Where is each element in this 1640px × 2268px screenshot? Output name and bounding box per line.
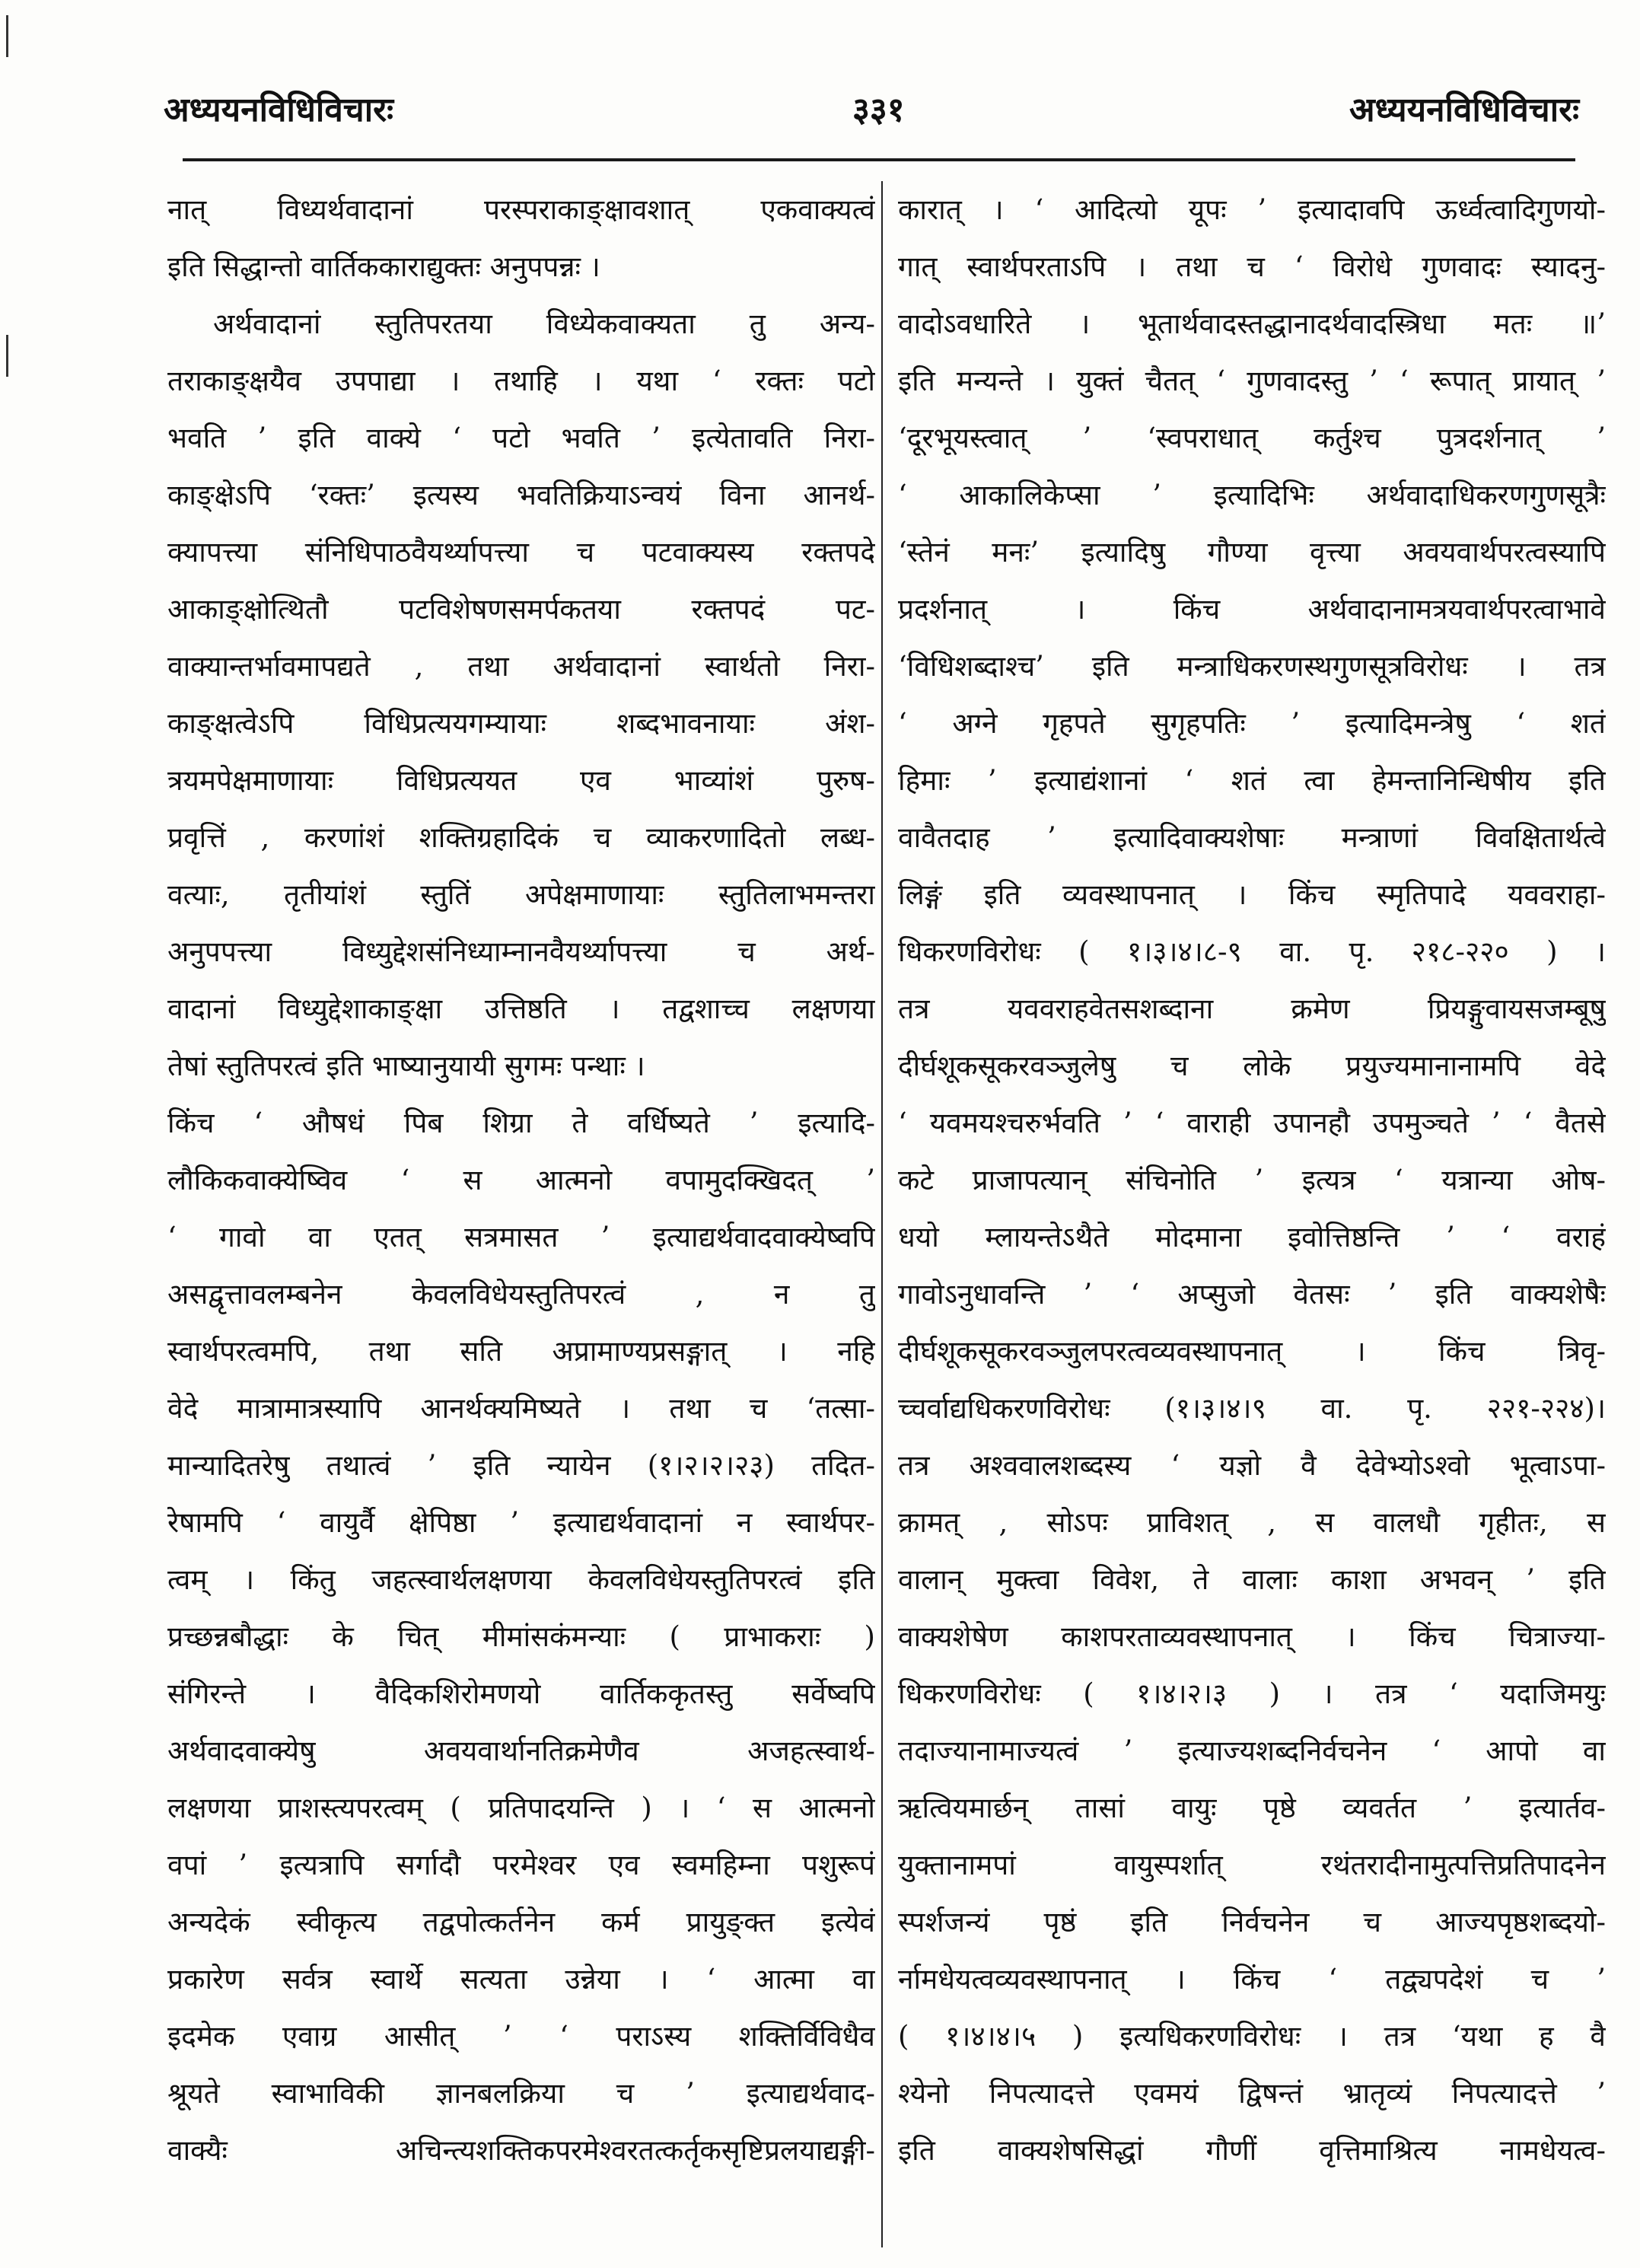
text-line: ‘ आकालिकेप्सा ’ इत्यादिभिः अर्थवादाधिकरणगुणसूत्रैः [898, 479, 1606, 511]
text-line: ‘ यवमयश्चरुर्भवति ’ ‘ वाराही उपानहौ उपमुञ्चते ’ ‘ वैतसे [898, 1107, 1606, 1139]
text-line: काङ्क्षेऽपि ‘रक्तः’ इत्यस्य भवतिक्रियाऽन्वयं विना आनर्थ- [167, 479, 875, 511]
left-column [167, 181, 875, 2244]
text-line: तत्र अश्ववालशब्दस्य ‘ यज्ञो वै देवेभ्योऽश्वो भूत्वाऽपा- [898, 1449, 1606, 1482]
text-line: वावैतदाह ’ इत्यादिवाक्यशेषाः मन्त्राणां विवक्षितार्थत्वे [898, 821, 1606, 854]
text-line: धिकरणविरोधः ( १।३।४।८-९ वा. पृ. २१८-२२० ) । [898, 935, 1606, 968]
text-line: गात् स्वार्थपरताऽपि । तथा च ‘ विरोधे गुणवादः स्यादनु- [898, 250, 1606, 283]
page-number: ३३१ [852, 91, 905, 129]
text-line: धिकरणविरोधः ( १।४।२।३ ) । तत्र ‘ यदाजिमयुः [898, 1677, 1606, 1710]
text-line: लौकिकवाक्येष्विव ‘ स आत्मनो वपामुदक्खिदत् ’ [167, 1164, 875, 1196]
text-line: प्रच्छन्नबौद्धाः के चित् मीमांसकंमन्याः ( प्राभाकराः ) [167, 1620, 875, 1653]
text-line: अर्थवादवाक्येषु अवयवार्थानतिक्रमेणैव अजहत्स्वार्थ- [167, 1734, 875, 1767]
text-line: नात् विध्यर्थवादानां परस्पराकाङ्क्षावशात् एकवाक्यत्वं [167, 193, 875, 226]
text-line: असद्वृत्तावलम्बनेन केवलविधेयस्तुतिपरत्वं , न तु [167, 1278, 875, 1311]
text-line: वाक्यैः अचिन्त्यशक्तिकपरमेश्वरतत्कर्तृकसृष्टिप्रलयाद्यङ्गी- [167, 2134, 875, 2167]
text-line: तेषां स्तुतिपरत्वं इति भाष्यानुयायी सुगमः पन्थाः । [167, 1050, 645, 1082]
text-line: वाक्यान्तर्भावमापद्यते , तथा अर्थवादानां स्वार्थतो निरा- [167, 650, 875, 683]
text-line: वादोऽवधारिते । भूतार्थवादस्तद्धानादर्थवादस्त्रिधा मतः ॥’ [898, 307, 1606, 340]
text-line: र्नामधेयत्वव्यवस्थापनात् । किंच ‘ तद्व्यपदेशं च ’ [898, 1963, 1606, 1996]
header-rule [183, 158, 1575, 161]
text-line: मान्यादितरेषु तथात्वं ’ इति न्यायेन (१।२।२।२३) तदित- [167, 1449, 875, 1482]
text-line: त्रयमपेक्षमाणायाः विधिप्रत्ययत एव भाव्यांशं पुरुष- [167, 764, 875, 797]
text-line: ‘ गावो वा एतत् सत्रमासत ’ इत्याद्यर्थवादवाक्येष्वपि [167, 1221, 875, 1253]
text-line: किंच ‘ औषधं पिब शिग्रा ते वर्धिष्यते ’ इत्यादि- [167, 1107, 875, 1139]
header-right-title: अध्ययनविधिविचारः [1349, 91, 1579, 129]
text-line: संगिरन्ते । वैदिकशिरोमणयो वार्तिककृतस्तु सर्वेष्वपि [167, 1677, 875, 1710]
margin-mark [6, 335, 8, 377]
margin-mark [6, 15, 8, 57]
text-line: इति वाक्यशेषसिद्धां गौणीं वृत्तिमाश्रित्य नामधेयत्व- [898, 2134, 1606, 2167]
text-line: इति सिद्धान्तो वार्तिककाराद्युक्तः अनुपपन्नः । [167, 250, 600, 283]
text-line: ‘ अग्ने गृहपते सुगृहपतिः ’ इत्यादिमन्त्रेषु ‘ शतं [898, 707, 1606, 740]
text-line: गावोऽनुधावन्ति ’ ‘ अप्सुजो वेतसः ’ इति वाक्यशेषैः [898, 1278, 1606, 1311]
text-line: दीर्घशूकसूकरवञ्जुलपरत्वव्यवस्थापनात् । किंच त्रिवृ- [898, 1335, 1606, 1368]
text-line: ( १।४।४।५ ) इत्यधिकरणविरोधः । तत्र ‘यथा ह वै [898, 2020, 1606, 2053]
text-line: रेषामपि ‘ वायुर्वै क्षेपिष्ठा ’ इत्याद्यर्थवादानां न स्वार्थपर- [167, 1506, 875, 1539]
text-line: वालान् मुक्त्वा विवेश, ते वालाः काशा अभवन् ’ इति [898, 1563, 1606, 1596]
text-line: च्चर्वाद्यधिकरणविरोधः (१।३।४।९ वा. पृ. २२१-२२४)। [898, 1392, 1606, 1425]
text-line: लक्षणया प्राशस्त्यपरत्वम् ( प्रतिपादयन्ति ) । ‘ स आत्मनो [167, 1792, 875, 1824]
text-line: वपां ’ इत्यत्रापि सर्गादौ परमेश्वर एव स्वमहिम्ना पशुरूपं [167, 1849, 875, 1881]
text-line: अनुपपत्त्या विध्युद्देशसंनिध्याम्नानवैयर्थ्यापत्त्या च अर्थ- [167, 935, 875, 968]
text-line: इति मन्यन्ते । युक्तं चैतत् ‘ गुणवादस्तु ’ ‘ रूपात् प्रायात् ’ [898, 365, 1606, 397]
text-line: इदमेक एवाग्र आसीत् ’ ‘ पराऽस्य शक्तिर्विविधैव [167, 2020, 875, 2053]
text-line: कटे प्राजापत्यान् संचिनोति ’ इत्यत्र ‘ यत्रान्या ओष- [898, 1164, 1606, 1196]
text-line: कारात् । ‘ आदित्यो यूपः ’ इत्यादावपि ऊर्ध्वत्वादिगुणयो- [898, 193, 1606, 226]
text-line: वत्याः, तृतीयांशं स्तुतिं अपेक्षमाणायाः स्तुतिलाभमन्तरा [167, 878, 875, 911]
text-line: ‘स्तेनं मनः’ इत्यादिषु गौण्या वृत्त्या अवयवार्थपरत्वस्यापि [898, 536, 1606, 569]
text-line: वेदे मात्रामात्रस्यापि आनर्थक्यमिष्यते । तथा च ‘तत्सा- [167, 1392, 875, 1425]
text-line: अन्यदेकं स्वीकृत्य तद्वपोत्कर्तनेन कर्म प्रायुङ्क्त इत्येवं [167, 1906, 875, 1938]
text-line: श्येनो निपत्यादत्ते एवमयं द्विषन्तं भ्रातृव्यं निपत्यादत्ते ’ [898, 2077, 1606, 2110]
text-line: स्वार्थपरत्वमपि, तथा सति अप्रामाण्यप्रसङ्गात् । नहि [167, 1335, 875, 1368]
text-line: दीर्घशूकसूकरवञ्जुलेषु च लोके प्रयुज्यमानानामपि वेदे [898, 1050, 1606, 1082]
text-line: ऋत्वियमार्छन् तासां वायुः पृष्ठे व्यवर्तत ’ इत्यार्तव- [898, 1792, 1606, 1824]
text-line: ‘विधिशब्दाश्च’ इति मन्त्राधिकरणस्थगुणसूत्रविरोधः । तत्र [898, 650, 1606, 683]
text-line: श्रूयते स्वाभाविकी ज्ञानबलक्रिया च ’ इत्याद्यर्थवाद- [167, 2077, 875, 2110]
text-line: हिमाः ’ इत्याद्यंशानां ‘ शतं त्वा हेमन्तानिन्धिषीय इति [898, 764, 1606, 797]
text-line: प्रदर्शनात् । किंच अर्थवादानामत्रयवार्थपरत्वाभावे [898, 593, 1606, 626]
text-line: क्यापत्त्या संनिधिपाठवैयर्थ्यापत्त्या च पटवाक्यस्य रक्तपदे [167, 536, 875, 569]
text-line: लिङ्गं इति व्यवस्थापनात् । किंच स्मृतिपादे यववराहा- [898, 878, 1606, 911]
header-left-title: अध्ययनविधिविचारः [164, 91, 394, 129]
text-line: तत्र यववराहवेतसशब्दाना क्रमेण प्रियङ्गुवायसजम्बूषु [898, 992, 1606, 1025]
text-line: अर्थवादानां स्तुतिपरतया विध्येकवाक्यता तु अन्य- [213, 307, 875, 340]
running-header [164, 80, 1579, 148]
text-line: तदाज्यानामाज्यत्वं ’ इत्याज्यशब्दनिर्वचनेन ‘ आपो वा [898, 1734, 1606, 1767]
right-column [898, 181, 1606, 2244]
text-line: वादानां विध्युद्देशाकाङ्क्षा उत्तिष्ठति । तद्वशाच्च लक्षणया [167, 992, 875, 1025]
text-line: स्पर्शजन्यं पृष्ठं इति निर्वचनेन च आज्यपृष्ठशब्दयो- [898, 1906, 1606, 1938]
text-line: प्रवृत्तिं , करणांशं शक्तिग्रहादिकं च व्याकरणादितो लब्ध- [167, 821, 875, 854]
text-line: आकाङ्क्षोत्थितौ पटविशेषणसमर्पकतया रक्तपदं पट- [167, 593, 875, 626]
text-line: त्वम् । किंतु जहत्स्वार्थलक्षणया केवलविधेयस्तुतिपरत्वं इति [167, 1563, 875, 1596]
text-line: वाक्यशेषेण काशपरताव्यवस्थापनात् । किंच चित्राज्या- [898, 1620, 1606, 1653]
text-line: क्रामत् , सोऽपः प्राविशत् , स वालधौ गृहीतः, स [898, 1506, 1606, 1539]
text-line: तराकाङ्क्षयैव उपपाद्या । तथाहि । यथा ‘ रक्तः पटो [167, 365, 875, 397]
text-line: प्रकारेण सर्वत्र स्वार्थे सत्यता उन्नेया । ‘ आत्मा वा [167, 1963, 875, 1996]
text-line: भवति ’ इति वाक्ये ‘ पटो भवति ’ इत्येतावति निरा- [167, 422, 875, 454]
text-line: धयो म्लायन्तेऽथैते मोदमाना इवोत्तिष्ठन्ति ’ ‘ वराहं [898, 1221, 1606, 1253]
text-line: युक्तानामपां वायुस्पर्शात् रथंतरादीनामुत्पत्तिप्रतिपादनेन [898, 1849, 1606, 1881]
text-line: ‘दूरभूयस्त्वात् ’ ‘स्वपराधात् कर्तुश्च पुत्रदर्शनात् ’ [898, 422, 1606, 454]
text-line: काङ्क्षत्वेऽपि विधिप्रत्ययगम्यायाः शब्दभावनायाः अंश- [167, 707, 875, 740]
column-divider [881, 181, 883, 2247]
